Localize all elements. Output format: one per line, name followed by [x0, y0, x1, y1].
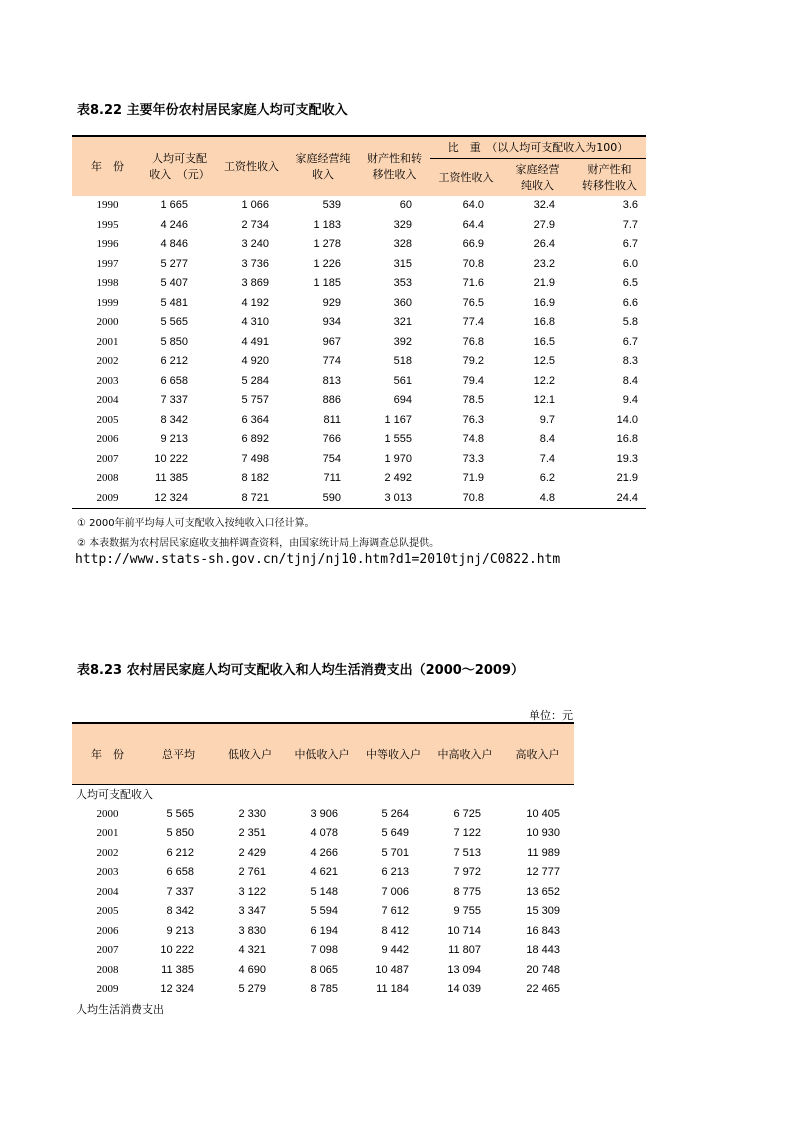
value-cell: 4 321	[238, 944, 266, 957]
table-row	[72, 411, 646, 431]
table-row	[72, 196, 646, 216]
value-cell: 1 185	[313, 277, 341, 290]
table-row	[72, 922, 574, 942]
value-cell: 5 565	[166, 807, 194, 820]
value-cell: 7 337	[166, 885, 194, 898]
value-cell: 73.3	[462, 452, 484, 465]
column-header: 中低收入户	[286, 723, 358, 785]
value-cell: 8 775	[453, 885, 481, 898]
table-row	[72, 352, 646, 372]
value-cell: 518	[393, 355, 412, 368]
value-cell: 70.8	[462, 257, 484, 270]
section-label: 人均可支配收入	[72, 785, 574, 805]
value-cell: 3 830	[238, 924, 266, 937]
header-property-line2: 移性收入	[372, 167, 417, 181]
value-cell: 7 006	[381, 885, 409, 898]
year-cell: 2003	[96, 374, 119, 387]
table-row	[72, 863, 574, 883]
year-cell: 2008	[96, 472, 119, 485]
value-cell: 766	[322, 433, 341, 446]
value-cell: 7.7	[622, 218, 639, 231]
value-cell: 78.5	[462, 394, 484, 407]
value-cell: 811	[323, 413, 341, 426]
table-row	[72, 313, 646, 333]
header-share-wage: 工资性收入	[430, 159, 502, 197]
value-cell: 9 213	[160, 433, 188, 446]
value-cell: 353	[393, 277, 412, 290]
value-cell: 5 649	[381, 827, 409, 840]
value-cell: 694	[393, 394, 412, 407]
value-cell: 1 665	[160, 199, 188, 212]
value-cell: 1 226	[313, 257, 341, 270]
value-cell: 5 701	[381, 846, 409, 859]
year-cell: 2001	[96, 827, 119, 840]
table-row	[72, 805, 574, 825]
table-row	[72, 902, 574, 922]
table1-title: 表8.22 主要年份农村居民家庭人均可支配收入	[77, 103, 348, 118]
value-cell: 6 212	[160, 355, 188, 368]
year-cell: 1999	[96, 296, 119, 309]
value-cell: 13 652	[526, 885, 560, 898]
value-cell: 6 658	[160, 374, 188, 387]
value-cell: 10 222	[154, 452, 188, 465]
value-cell: 6.7	[622, 238, 639, 251]
value-cell: 8 721	[216, 489, 287, 509]
value-cell: 10 930	[526, 827, 560, 840]
value-cell: 1 278	[313, 238, 341, 251]
value-cell: 2 429	[238, 846, 266, 859]
value-cell: 16.9	[533, 296, 555, 309]
value-cell: 7 612	[381, 905, 409, 918]
value-cell: 6 212	[166, 846, 194, 859]
value-cell: 12 324	[143, 489, 216, 509]
value-cell: 7 122	[453, 827, 481, 840]
value-cell: 12.1	[533, 394, 555, 407]
table-row	[72, 274, 646, 294]
value-cell: 6 213	[381, 866, 409, 879]
value-cell: 26.4	[533, 238, 555, 251]
value-cell: 21.9	[533, 277, 555, 290]
table-row	[72, 469, 646, 489]
value-cell: 967	[322, 335, 341, 348]
table-row	[72, 216, 646, 236]
section-row	[72, 785, 574, 805]
table-row	[72, 961, 574, 981]
value-cell: 10 714	[447, 924, 481, 937]
table-row	[72, 430, 646, 450]
value-cell: 4 846	[160, 238, 188, 251]
table-row	[72, 883, 574, 903]
value-cell: 813	[322, 374, 341, 387]
value-cell: 5 850	[160, 335, 188, 348]
value-cell: 5 284	[241, 374, 269, 387]
value-cell: 6 725	[453, 807, 481, 820]
value-cell: 8 342	[160, 413, 188, 426]
value-cell: 71.9	[462, 472, 484, 485]
value-cell: 8 182	[241, 472, 269, 485]
table-row	[72, 489, 646, 509]
value-cell: 9 755	[453, 905, 481, 918]
value-cell: 360	[393, 296, 412, 309]
value-cell: 5 279	[238, 983, 266, 996]
value-cell: 10 405	[526, 807, 560, 820]
table-row	[72, 333, 646, 353]
year-cell: 2001	[96, 335, 119, 348]
value-cell: 7 972	[453, 866, 481, 879]
value-cell: 1 183	[313, 218, 341, 231]
header-per-capita-line1: 人均可支配	[152, 151, 207, 165]
value-cell: 7 098	[310, 944, 338, 957]
value-cell: 15 309	[526, 905, 560, 918]
header-share-business-line1: 家庭经营	[515, 162, 560, 176]
value-cell: 16.8	[533, 316, 555, 329]
income-group-table	[72, 722, 574, 1019]
value-cell: 13 094	[447, 963, 481, 976]
value-cell: 27.9	[533, 218, 555, 231]
header-business	[287, 136, 359, 196]
table-row	[72, 450, 646, 470]
year-cell: 2004	[96, 394, 119, 407]
value-cell: 1 555	[384, 433, 412, 446]
income-group-header-row	[72, 723, 574, 785]
value-cell: 5 594	[310, 905, 338, 918]
year-cell: 2009	[72, 489, 143, 509]
table-row	[72, 372, 646, 392]
value-cell: 929	[322, 296, 341, 309]
value-cell: 21.9	[616, 472, 639, 485]
value-cell: 321	[393, 316, 412, 329]
value-cell: 539	[322, 199, 341, 212]
value-cell: 3 240	[241, 238, 269, 251]
value-cell: 12 324	[160, 983, 194, 996]
value-cell: 76.3	[462, 413, 484, 426]
header-share-property-line1: 财产性和	[587, 162, 632, 176]
value-cell: 5 264	[381, 807, 409, 820]
year-cell: 2007	[96, 452, 119, 465]
value-cell: 12 777	[526, 866, 560, 879]
value-cell: 10 487	[375, 963, 409, 976]
value-cell: 11 989	[527, 846, 560, 859]
income-table	[72, 135, 646, 509]
table2-title: 表8.23 农村居民家庭人均可支配收入和人均生活消费支出（2000～2009）	[77, 663, 524, 678]
value-cell: 3 869	[241, 277, 269, 290]
value-cell: 4 920	[241, 355, 269, 368]
year-cell: 1990	[96, 199, 119, 212]
year-cell: 2006	[96, 433, 119, 446]
value-cell: 934	[322, 316, 341, 329]
year-cell: 2002	[96, 355, 119, 368]
header-share-business-line2: 纯收入	[521, 178, 554, 192]
year-cell: 1998	[96, 277, 119, 290]
value-cell: 5.8	[622, 316, 639, 329]
unit-label: 单位：元	[529, 709, 573, 722]
value-cell: 4 266	[310, 846, 338, 859]
value-cell: 4 078	[310, 827, 338, 840]
value-cell: 392	[393, 335, 412, 348]
value-cell: 14.0	[616, 413, 639, 426]
header-property-line1: 财产性和转	[367, 151, 422, 165]
value-cell: 6.7	[622, 335, 639, 348]
value-cell: 7 337	[160, 394, 188, 407]
note-2: ② 本表数据为农村居民家庭收支抽样调查资料，由国家统计局上海调查总队提供。	[77, 538, 440, 549]
value-cell: 20 748	[526, 963, 560, 976]
value-cell: 6 364	[241, 413, 269, 426]
header-share-business	[502, 159, 573, 197]
value-cell: 3 736	[241, 257, 269, 270]
value-cell: 5 481	[160, 296, 188, 309]
year-cell: 2003	[96, 866, 119, 879]
value-cell: 774	[322, 355, 341, 368]
value-cell: 3 347	[238, 905, 266, 918]
value-cell: 6.6	[622, 296, 639, 309]
value-cell: 6 892	[241, 433, 269, 446]
value-cell: 3 013	[359, 489, 430, 509]
value-cell: 8.4	[622, 374, 639, 387]
value-cell: 754	[322, 452, 341, 465]
value-cell: 9.4	[622, 394, 639, 407]
column-header: 年 份	[72, 723, 143, 785]
column-header: 高收入户	[501, 723, 574, 785]
value-cell: 7 498	[241, 452, 269, 465]
value-cell: 5 148	[310, 885, 338, 898]
value-cell: 5 850	[166, 827, 194, 840]
value-cell: 74.8	[462, 433, 484, 446]
year-cell: 2002	[96, 846, 119, 859]
year-cell: 1997	[96, 257, 119, 270]
value-cell: 16.8	[616, 433, 639, 446]
value-cell: 2 351	[238, 827, 266, 840]
value-cell: 2 492	[384, 472, 412, 485]
value-cell: 32.4	[533, 199, 555, 212]
header-business-line1: 家庭经营纯	[295, 151, 351, 165]
value-cell: 2 330	[238, 807, 266, 820]
value-cell: 1 167	[384, 413, 412, 426]
year-cell: 1996	[96, 238, 119, 251]
value-cell: 329	[393, 218, 412, 231]
value-cell: 8 412	[381, 924, 409, 937]
value-cell: 4 246	[160, 218, 188, 231]
column-header: 中高收入户	[429, 723, 501, 785]
value-cell: 1 066	[241, 199, 269, 212]
value-cell: 8 342	[166, 905, 194, 918]
value-cell: 6.5	[622, 277, 639, 290]
value-cell: 64.4	[462, 218, 484, 231]
value-cell: 590	[287, 489, 359, 509]
value-cell: 64.0	[462, 199, 484, 212]
header-property	[359, 136, 430, 196]
year-cell: 2008	[96, 963, 119, 976]
value-cell: 5 277	[160, 257, 188, 270]
table-row	[72, 294, 646, 314]
table-row	[72, 391, 646, 411]
value-cell: 3 906	[310, 807, 338, 820]
value-cell: 4 690	[238, 963, 266, 976]
table-row	[72, 824, 574, 844]
value-cell: 14 039	[447, 983, 481, 996]
value-cell: 886	[322, 394, 341, 407]
column-header: 低收入户	[214, 723, 286, 785]
year-cell: 2006	[96, 924, 119, 937]
year-cell: 2007	[96, 944, 119, 957]
value-cell: 22 465	[526, 983, 560, 996]
year-cell: 2009	[96, 983, 119, 996]
value-cell: 5 565	[160, 316, 188, 329]
value-cell: 18 443	[526, 944, 560, 957]
value-cell: 4 491	[241, 335, 269, 348]
value-cell: 328	[393, 238, 412, 251]
value-cell: 2 734	[241, 218, 269, 231]
value-cell: 76.5	[462, 296, 484, 309]
header-per-capita	[143, 136, 216, 196]
value-cell: 60	[399, 199, 412, 212]
value-cell: 4 621	[310, 866, 338, 879]
value-cell: 8.4	[539, 433, 555, 446]
value-cell: 79.2	[462, 355, 484, 368]
value-cell: 16 843	[526, 924, 560, 937]
value-cell: 9.7	[539, 413, 555, 426]
source-url[interactable]: http://www.stats-sh.gov.cn/tjnj/nj10.htm?d1=2010tjnj/C0822.htm	[75, 552, 561, 567]
value-cell: 4 192	[241, 296, 269, 309]
header-business-line2: 收入	[312, 167, 334, 181]
value-cell: 12.5	[533, 355, 555, 368]
value-cell: 561	[393, 374, 412, 387]
value-cell: 6.0	[622, 257, 639, 270]
value-cell: 8.3	[622, 355, 639, 368]
year-cell: 2005	[96, 905, 119, 918]
section-row	[72, 1000, 574, 1020]
value-cell: 5 407	[160, 277, 188, 290]
table-row	[72, 235, 646, 255]
income-table-body	[72, 196, 646, 509]
header-year: 年 份	[72, 136, 143, 196]
column-header: 总平均	[143, 723, 214, 785]
value-cell: 70.8	[430, 489, 502, 509]
value-cell: 1 970	[384, 452, 412, 465]
value-cell: 2 761	[238, 866, 266, 879]
value-cell: 24.4	[573, 489, 646, 509]
value-cell: 3.6	[622, 199, 639, 212]
value-cell: 9 213	[166, 924, 194, 937]
value-cell: 12.2	[533, 374, 555, 387]
value-cell: 4 310	[241, 316, 269, 329]
header-wage: 工资性收入	[216, 136, 287, 196]
value-cell: 23.2	[533, 257, 555, 270]
value-cell: 11 184	[376, 983, 409, 996]
value-cell: 8 065	[310, 963, 338, 976]
value-cell: 77.4	[462, 316, 484, 329]
value-cell: 11 385	[161, 963, 194, 976]
value-cell: 315	[393, 257, 412, 270]
value-cell: 6 194	[310, 924, 338, 937]
value-cell: 16.5	[533, 335, 555, 348]
table-row	[72, 255, 646, 275]
header-share-property	[573, 159, 646, 197]
table-row	[72, 844, 574, 864]
year-cell: 2005	[96, 413, 119, 426]
value-cell: 3 122	[238, 885, 266, 898]
table-row	[72, 941, 574, 961]
header-share-property-line2: 转移性收入	[582, 178, 638, 192]
income-group-table-body	[72, 785, 574, 1020]
value-cell: 76.8	[462, 335, 484, 348]
header-share-group: 比 重 （以人均可支配收入为100）	[430, 136, 646, 159]
value-cell: 11 385	[155, 472, 188, 485]
value-cell: 66.9	[462, 238, 484, 251]
value-cell: 4.8	[502, 489, 573, 509]
value-cell: 6.2	[539, 472, 555, 485]
value-cell: 7.4	[539, 452, 555, 465]
value-cell: 711	[323, 472, 341, 485]
header-per-capita-line2: 收入 （元）	[149, 167, 210, 181]
note-1: ① 2000年前平均每人可支配收入按纯收入口径计算。	[77, 518, 315, 529]
value-cell: 6 658	[166, 866, 194, 879]
section-label: 人均生活消费支出	[76, 1002, 164, 1016]
value-cell: 79.4	[462, 374, 484, 387]
value-cell: 19.3	[616, 452, 639, 465]
year-cell: 2000	[96, 316, 119, 329]
value-cell: 10 222	[160, 944, 194, 957]
value-cell: 7 513	[453, 846, 481, 859]
table-row	[72, 980, 574, 1000]
year-cell: 2004	[96, 885, 119, 898]
value-cell: 9 442	[381, 944, 409, 957]
value-cell: 71.6	[462, 277, 484, 290]
value-cell: 8 785	[310, 983, 338, 996]
value-cell: 5 757	[241, 394, 269, 407]
year-cell: 1995	[96, 218, 119, 231]
column-header: 中等收入户	[358, 723, 429, 785]
value-cell: 11 807	[448, 944, 481, 957]
year-cell: 2000	[96, 807, 119, 820]
